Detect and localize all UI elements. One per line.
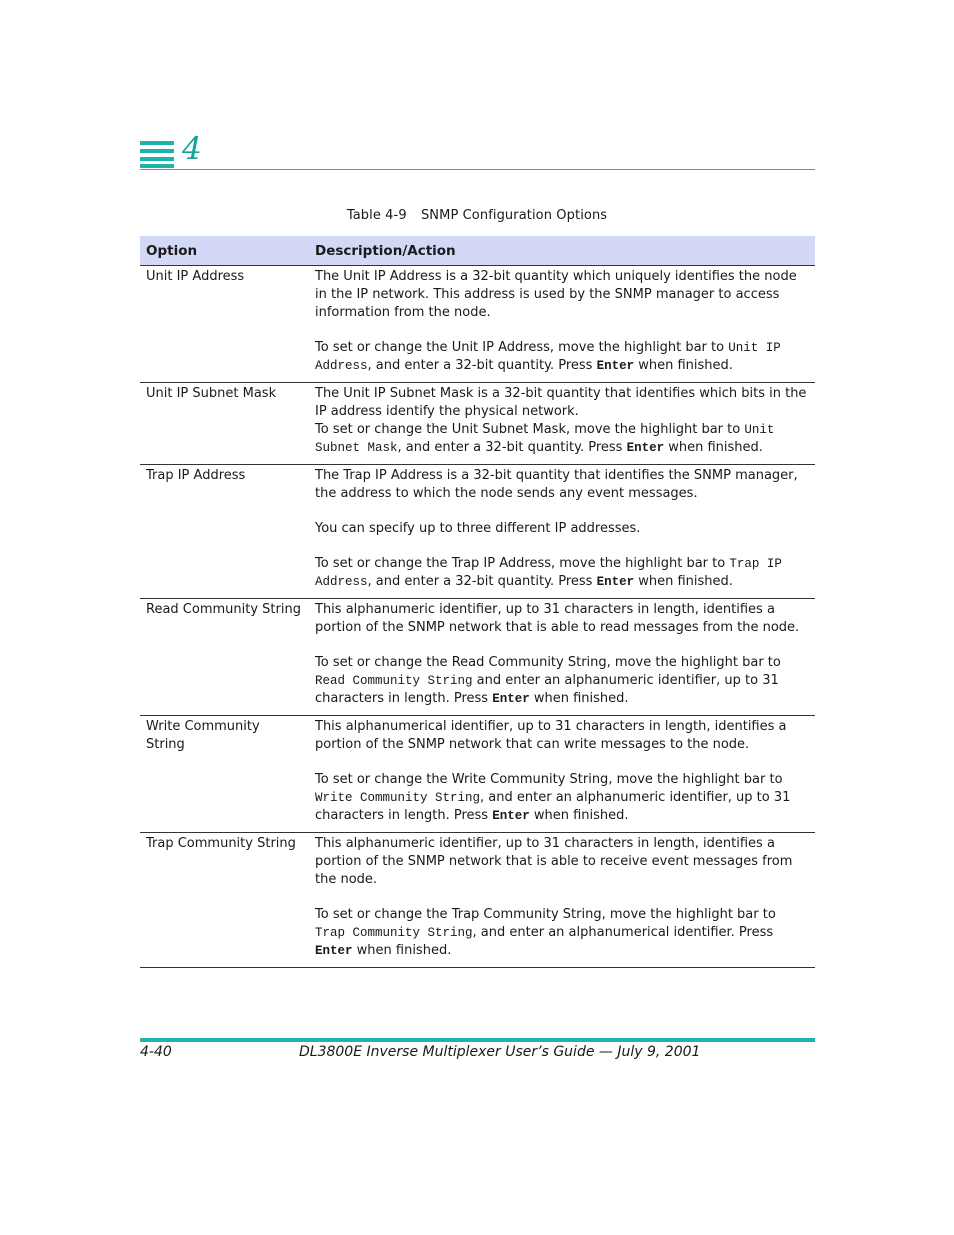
column-header-option: Option: [140, 236, 309, 266]
key-name: Enter: [315, 944, 353, 958]
description-paragraph: You can specify up to three different IP addresses.: [315, 521, 641, 536]
instruction-text: when finished.: [529, 808, 629, 823]
table-row: [140, 599, 815, 716]
instruction-text: when finished.: [529, 691, 629, 706]
instruction-text: , and enter an alphanumerical identifier. Press: [472, 925, 774, 940]
menu-item-code: Trap IP Address: [315, 557, 782, 589]
option-name: Unit IP Subnet Mask: [140, 383, 309, 465]
option-description: [309, 383, 815, 465]
instruction-paragraph: [315, 771, 807, 825]
instruction-text: To set or change the Unit Subnet Mask, move the highlight bar to: [315, 422, 745, 437]
instruction-text: when finished.: [634, 574, 733, 589]
option-description: [309, 465, 815, 599]
option-description: [309, 599, 815, 716]
chapter-bars-icon: [140, 141, 174, 168]
instruction-text: To set or change the Unit IP Address, move the highlight bar to: [315, 340, 729, 355]
option-name: Read Community String: [140, 599, 309, 716]
menu-item-code: Trap Community String: [315, 926, 473, 940]
instruction-text: when finished.: [634, 358, 733, 373]
table-caption-title: SNMP Configuration Options: [420, 208, 608, 223]
table-header-row: [140, 236, 815, 266]
chapter-number: 4: [182, 131, 202, 167]
instruction-text: when finished.: [352, 943, 452, 958]
menu-item-code: Write Community String: [315, 791, 481, 805]
key-name: Enter: [596, 359, 635, 373]
instruction-text: To set or change the Trap IP Address, move the highlight bar to: [315, 556, 730, 571]
option-description: [309, 833, 815, 968]
instruction-text: when finished.: [664, 440, 763, 455]
table-caption-number: Table 4-9: [346, 208, 407, 223]
instruction-text: , and enter a 32-bit quantity. Press: [367, 574, 597, 589]
key-name: Enter: [596, 575, 635, 589]
description-paragraph: This alphanumeric identifier, up to 31 characters in length, identifies a portion of the SNMP network that is able to read messages from the node.: [315, 602, 800, 635]
instruction-paragraph: [315, 555, 807, 591]
instruction-paragraph: [315, 906, 807, 960]
instruction-text: To set or change the Read Community String, move the highlight bar to: [315, 655, 781, 670]
page-number: 4-40: [140, 1044, 172, 1060]
header-rule: [140, 169, 815, 170]
description-paragraph: The Trap IP Address is a 32-bit quantity that identifies the SNMP manager, the address to which the node sends any event messages.: [315, 468, 798, 501]
option-name: Unit IP Address: [140, 266, 309, 383]
option-description: [309, 266, 815, 383]
footer-rule: [140, 1038, 815, 1042]
option-name: Write Community String: [140, 716, 309, 833]
description-paragraph: This alphanumeric identifier, up to 31 characters in length, identifies a portion of the SNMP network that is able to receive event messages from the node.: [315, 836, 793, 887]
table-row: [140, 716, 815, 833]
column-header-description: Description/Action: [309, 236, 815, 266]
table-row: [140, 383, 815, 465]
menu-item-code: Unit Subnet Mask: [315, 423, 775, 455]
option-name: Trap IP Address: [140, 465, 309, 599]
table-row: [140, 465, 815, 599]
option-description: [309, 716, 815, 833]
table-caption: [0, 208, 954, 223]
instruction-text: , and enter a 32-bit quantity. Press: [367, 358, 597, 373]
instruction-text: and enter an alphanumeric identifier, up to 31 characters in length. Press: [315, 673, 779, 706]
instruction-text: To set or change the Trap Community String, move the highlight bar to: [315, 907, 776, 922]
key-name: Enter: [492, 809, 530, 823]
menu-item-code: Read Community String: [315, 674, 473, 688]
instruction-paragraph: [315, 339, 807, 375]
instruction-paragraph: [315, 654, 807, 708]
table-row: [140, 266, 815, 383]
instruction-text: , and enter a 32-bit quantity. Press: [397, 440, 627, 455]
key-name: Enter: [492, 692, 530, 706]
instruction-text: To set or change the Write Community String, move the highlight bar to: [315, 772, 783, 787]
footer-title: DL3800E Inverse Multiplexer User’s Guide — July 9, 2001: [299, 1044, 701, 1060]
instruction-text: , and enter an alphanumeric identifier, up to 31 characters in length. Press: [315, 790, 791, 823]
instruction-paragraph: [315, 421, 807, 457]
table-row: [140, 833, 815, 968]
description-paragraph: This alphanumerical identifier, up to 31 characters in length, identifies a portion of the SNMP network that can write messages to the node.: [315, 719, 787, 752]
menu-item-code: Unit IP Address: [315, 341, 781, 373]
description-paragraph: The Unit IP Subnet Mask is a 32-bit quantity that identifies which bits in the IP address identify the physical network.: [315, 386, 807, 419]
description-paragraph: The Unit IP Address is a 32-bit quantity which uniquely identifies the node in the IP network. This address is used by the SNMP manager to access information from the node.: [315, 269, 797, 320]
option-name: Trap Community String: [140, 833, 309, 968]
key-name: Enter: [626, 441, 665, 455]
snmp-options-table: [140, 236, 815, 968]
